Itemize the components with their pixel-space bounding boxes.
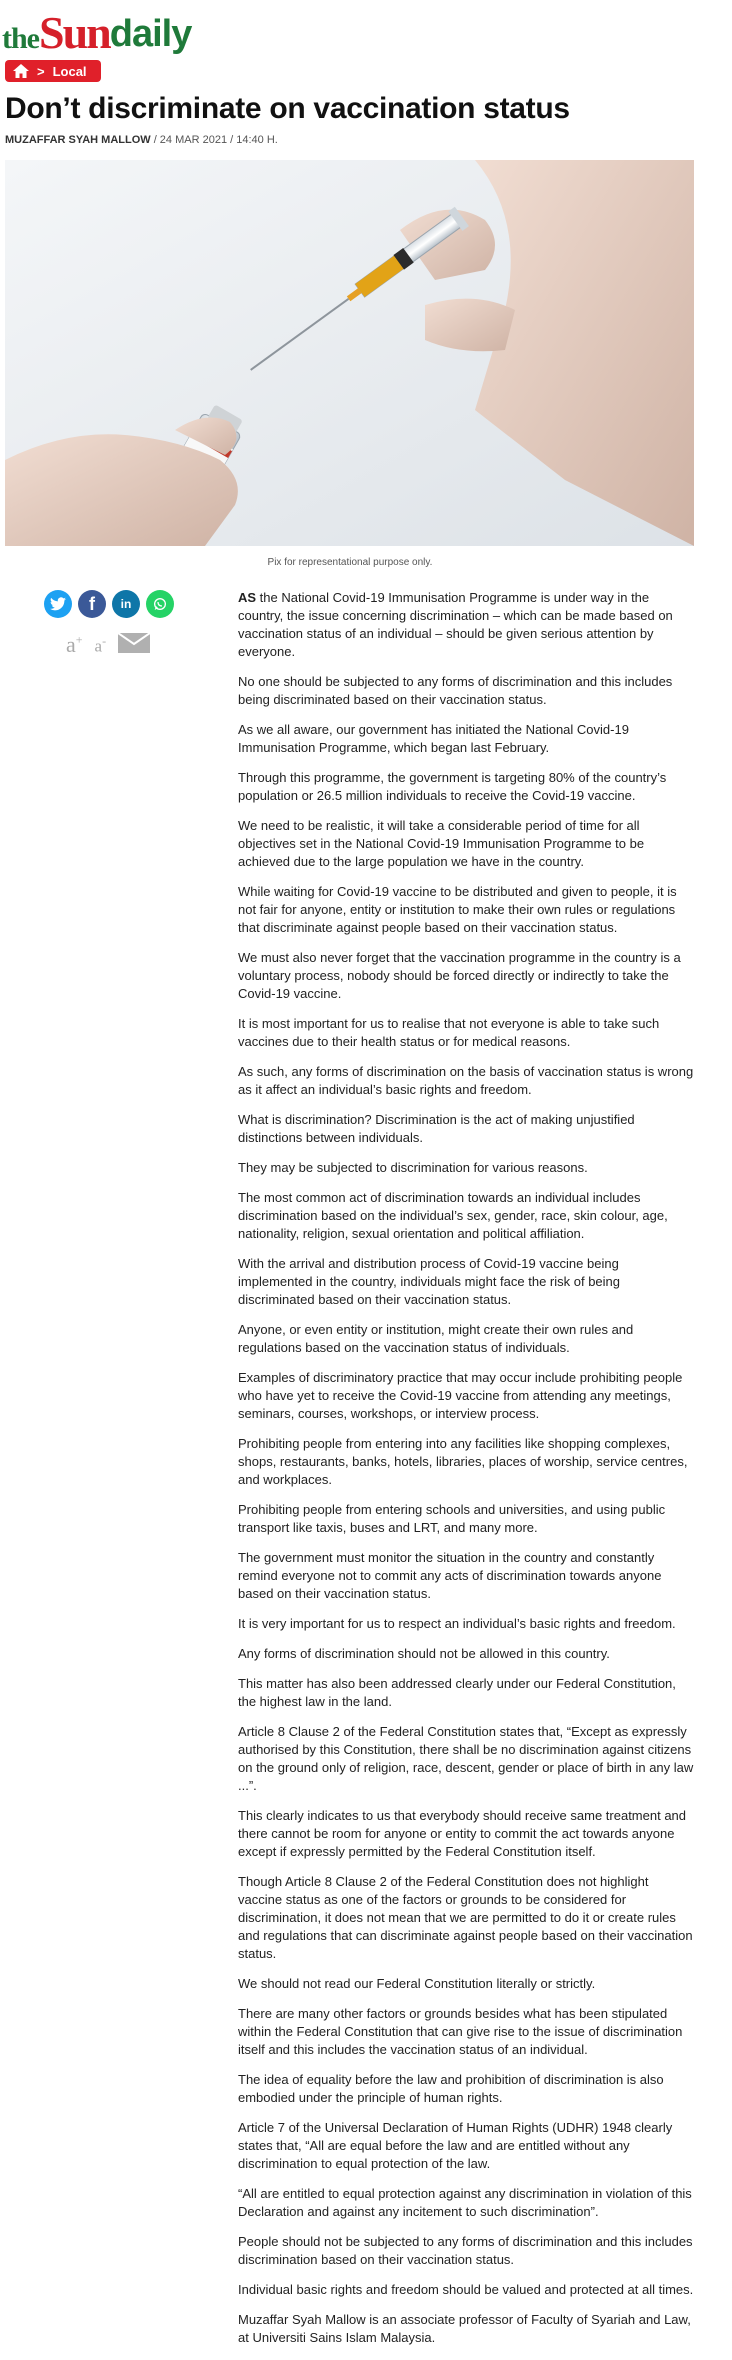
article-paragraph: We need to be realistic, it will take a considerable period of time for all objectives set in the National Covid-19 Immunisation Programme to be achieved due to the large population we have in the country. xyxy=(238,818,645,869)
article-paragraph: The government must monitor the situation in the country and constantly remind everyone not to commit any acts of discrimination towards anyone based on their vaccination status. xyxy=(238,1550,662,1601)
article-paragraph: They may be subjected to discrimination for various reasons. xyxy=(238,1160,588,1175)
lead-dropcap: AS xyxy=(238,590,257,605)
breadcrumb xyxy=(5,60,101,82)
whatsapp-icon[interactable] xyxy=(146,590,174,618)
article-paragraph: There are many other factors or grounds besides what has been stipulated within the Federal Constitution that can give rise to the issue of discrimination itself and this includes the vaccination status of an individual. xyxy=(238,2006,683,2057)
reading-tools xyxy=(66,632,150,658)
article-paragraph: No one should be subjected to any forms of discrimination and this includes being discriminated based on their vaccination status. xyxy=(238,674,673,707)
article-author[interactable]: MUZAFFAR SYAH MALLOW xyxy=(5,134,151,146)
article-paragraph: Prohibiting people from entering into any facilities like shopping complexes, shops, restaurants, banks, hotels, libraries, places of worship, service centres, and workplaces. xyxy=(238,1436,688,1487)
article-paragraph: Anyone, or even entity or institution, might create their own rules and regulations based on the vaccination status of individuals. xyxy=(238,1322,634,1355)
article-date: / 24 MAR 2021 / 14:40 H. xyxy=(150,134,278,146)
font-increase-button[interactable]: a+ xyxy=(66,632,83,657)
article-hero-image xyxy=(5,160,694,546)
article-paragraph: Any forms of discrimination should not be allowed in this country. xyxy=(238,1646,610,1661)
site-logo[interactable] xyxy=(2,0,191,56)
article-title: Don’t discriminate on vaccination status xyxy=(5,92,570,125)
article-paragraph: The most common act of discrimination towards an individual includes discrimination based on the individual’s sex, gender, race, skin colour, age, nationality, religion, sexual orientation and political affiliation. xyxy=(238,1190,668,1241)
article-paragraph: The idea of equality before the law and prohibition of discrimination is also embodied under the principle of human rights. xyxy=(238,2072,664,2105)
article-paragraph: Article 8 Clause 2 of the Federal Constitution states that, “Except as expressly authorised by this Constitution, there shall be no discrimination against citizens on the ground only of religion, race, descent, gender or place of birth in any law ...”. xyxy=(238,1724,694,1793)
article-paragraph: As we all aware, our government has initiated the National Covid-19 Immunisation Programme, which began last February. xyxy=(238,722,629,755)
article-paragraph: “All are entitled to equal protection against any discrimination in violation of this Declaration and against any incitement to such discrimination”. xyxy=(238,2186,692,2219)
facebook-icon[interactable] xyxy=(78,590,106,618)
logo-the: the xyxy=(2,22,39,55)
twitter-icon[interactable] xyxy=(44,590,72,618)
breadcrumb-separator: > xyxy=(37,63,45,79)
article-paragraph: Prohibiting people from entering schools and universities, and using public transport like taxis, buses and LRT, and many more. xyxy=(238,1502,666,1535)
article-paragraph: We must also never forget that the vaccination programme in the country is a voluntary process, nobody should be forced directly or indirectly to take the Covid-19 vaccine. xyxy=(238,950,681,1001)
facebook-glyph: f xyxy=(89,593,95,614)
article-lead-paragraph: AS the National Covid-19 Immunisation Programme is under way in the country, the issue concerning discrimination – which can be made based on vaccination status of an individual – should be given serious attention by everyone. xyxy=(238,590,673,659)
home-icon[interactable] xyxy=(13,64,29,78)
article-paragraphs xyxy=(238,673,696,2347)
article-paragraph: Muzaffar Syah Mallow is an associate professor of Faculty of Syariah and Law, at Universiti Sains Islam Malaysia. xyxy=(238,2312,691,2345)
share-bar xyxy=(44,590,174,618)
image-caption: Pix for representational purpose only. xyxy=(267,557,433,568)
article-paragraph: What is discrimination? Discrimination is the act of making unjustified distinctions between individuals. xyxy=(238,1112,635,1145)
article-paragraph: It is very important for us to respect an individual’s basic rights and freedom. xyxy=(238,1616,676,1631)
logo-sun: Sun xyxy=(39,7,110,58)
linkedin-icon[interactable] xyxy=(112,590,140,618)
article-body xyxy=(238,589,696,2359)
article-paragraph: With the arrival and distribution process of Covid-19 vaccine being implemented in the country, individuals might face the risk of being discriminated based on their vaccination status. xyxy=(238,1256,621,1307)
article-paragraph: While waiting for Covid-19 vaccine to be distributed and given to people, it is not fair for anyone, entity or institution to make their own rules or regulations that discriminate against people based on their vaccination status. xyxy=(238,884,677,935)
article-paragraph: People should not be subjected to any forms of discrimination and this includes discrimination based on their vaccination status. xyxy=(238,2234,693,2267)
article-byline xyxy=(5,134,278,146)
linkedin-glyph: in xyxy=(120,597,132,611)
mail-icon[interactable] xyxy=(118,633,150,658)
article-paragraph: We should not read our Federal Constitution literally or strictly. xyxy=(238,1976,596,1991)
article-paragraph: This clearly indicates to us that everybody should receive same treatment and there cannot be room for anyone or entity to commit the act towards anyone except if expressly permitted by the Federal Constitution itself. xyxy=(238,1808,687,1859)
font-decrease-button[interactable]: a- xyxy=(94,633,107,656)
logo-daily: daily xyxy=(109,13,192,55)
breadcrumb-section-local[interactable]: Local xyxy=(52,63,87,79)
article-paragraph: Though Article 8 Clause 2 of the Federal Constitution does not highlight vaccine status as one of the factors or grounds to be considered for discrimination, it does not mean that we are permitted to do it or create rules and regulations that can discriminate against people based on their vaccination status. xyxy=(238,1874,693,1961)
article-paragraph: Article 7 of the Universal Declaration of Human Rights (UDHR) 1948 clearly states that, “All are equal before the law and are entitled without any discrimination to equal protection of the law. xyxy=(238,2120,673,2171)
article-paragraph: Examples of discriminatory practice that may occur include prohibiting people who have yet to receive the Covid-19 vaccine from attending any meetings, seminars, courses, workshops, or interview process. xyxy=(238,1370,683,1421)
article-paragraph: Through this programme, the government is targeting 80% of the country’s population or 26.5 million individuals to receive the Covid-19 vaccine. xyxy=(238,770,667,803)
article-paragraph: This matter has also been addressed clearly under our Federal Constitution, the highest law in the land. xyxy=(238,1676,676,1709)
article-paragraph: Individual basic rights and freedom should be valued and protected at all times. xyxy=(238,2282,694,2297)
article-paragraph: As such, any forms of discrimination on the basis of vaccination status is wrong as it affect an individual’s basic rights and freedom. xyxy=(238,1064,694,1097)
article-paragraph: It is most important for us to realise that not everyone is able to take such vaccines due to their health status or for medical reasons. xyxy=(238,1016,660,1049)
